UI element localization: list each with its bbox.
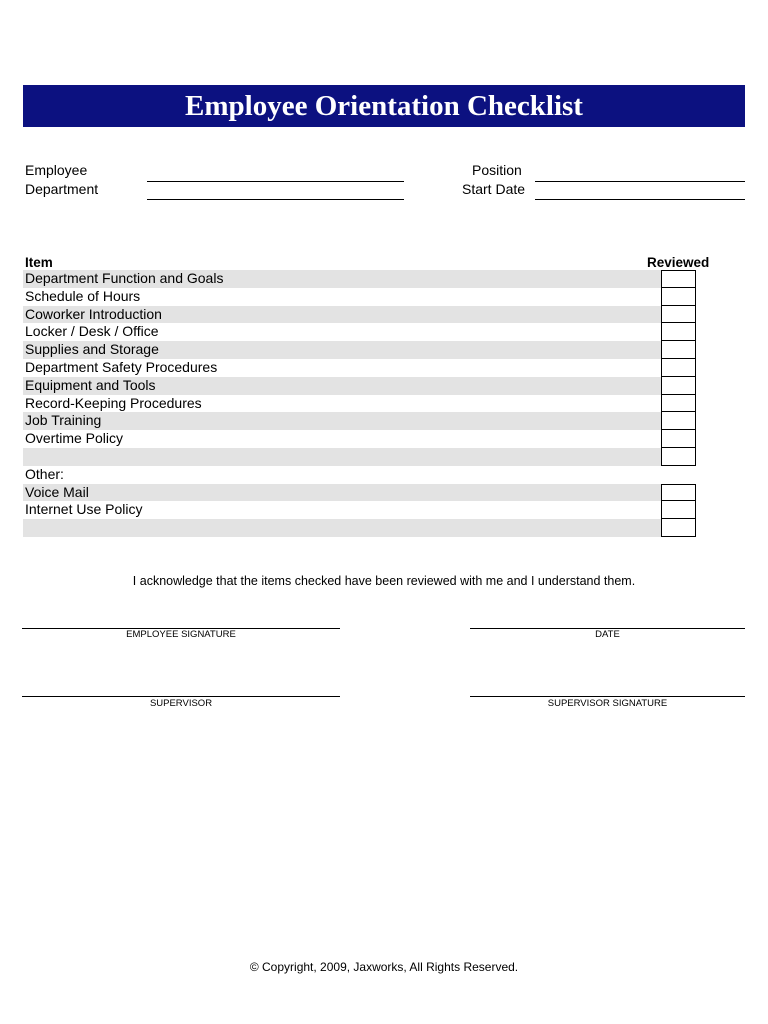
checklist-table: [23, 253, 745, 537]
date-caption: DATE: [595, 629, 620, 640]
reviewed-checkbox[interactable]: [661, 359, 696, 377]
item-label: Record-Keeping Procedures: [25, 394, 202, 411]
department-label: Department: [25, 181, 99, 197]
checklist-row: [23, 306, 745, 324]
employee-signature-caption: EMPLOYEE SIGNATURE: [126, 629, 236, 640]
checklist-row: [23, 288, 745, 306]
reviewed-checkbox[interactable]: [661, 448, 696, 466]
checklist-row: [23, 430, 745, 448]
reviewed-checkbox[interactable]: [661, 519, 696, 537]
reviewed-checkbox[interactable]: [661, 306, 696, 324]
department-field[interactable]: [147, 199, 404, 200]
item-label: Voice Mail: [25, 483, 89, 500]
start-date-field[interactable]: [535, 199, 745, 200]
reviewed-checkbox[interactable]: [661, 270, 696, 288]
checklist-row: [23, 377, 745, 395]
reviewed-checkbox[interactable]: [661, 484, 696, 502]
page-title: Employee Orientation Checklist: [23, 85, 745, 127]
item-label: Locker / Desk / Office: [25, 323, 159, 340]
copyright-text: © Copyright, 2009, Jaxworks, All Rights Reserved.: [249, 960, 519, 974]
supervisor-signature-line[interactable]: [470, 696, 745, 697]
checklist-row: [23, 501, 745, 519]
table-header: [23, 253, 745, 270]
reviewed-checkbox[interactable]: [661, 377, 696, 395]
reviewed-checkbox[interactable]: [661, 395, 696, 413]
reviewed-checkbox[interactable]: [661, 501, 696, 519]
item-label: Schedule of Hours: [25, 287, 141, 304]
item-header: Item: [25, 255, 53, 270]
item-label: Department Safety Procedures: [25, 358, 218, 375]
checklist-row: [23, 359, 745, 377]
start-date-label: Start Date: [462, 181, 526, 197]
supervisor-line[interactable]: [22, 696, 340, 697]
checklist-row: [23, 270, 745, 288]
employee-field[interactable]: [147, 181, 404, 182]
item-label: Department Function and Goals: [25, 270, 224, 286]
position-field[interactable]: [535, 181, 745, 182]
acknowledgement-text: I acknowledge that the items checked have been reviewed with me and I understand them.: [132, 574, 636, 588]
item-label: Internet Use Policy: [25, 501, 143, 518]
position-label: Position: [472, 162, 522, 178]
other-label: Other:: [25, 465, 64, 482]
employee-label: Employee: [25, 162, 88, 178]
reviewed-checkbox[interactable]: [661, 430, 696, 448]
checklist-row-blank: [23, 519, 745, 537]
reviewed-checkbox[interactable]: [661, 288, 696, 306]
reviewed-checkbox[interactable]: [661, 341, 696, 359]
checklist-row: [23, 395, 745, 413]
checklist-row: [23, 341, 745, 359]
checklist-row: [23, 484, 745, 502]
reviewed-checkbox[interactable]: [661, 412, 696, 430]
item-label: Supplies and Storage: [25, 341, 159, 358]
item-label: Job Training: [25, 412, 102, 429]
checklist-row-blank: [23, 448, 745, 466]
item-label: Overtime Policy: [25, 430, 124, 447]
supervisor-caption: SUPERVISOR: [149, 698, 213, 709]
checklist-row: [23, 323, 745, 341]
supervisor-signature-caption: SUPERVISOR SIGNATURE: [547, 698, 668, 709]
other-row: [23, 466, 745, 484]
reviewed-checkbox[interactable]: [661, 323, 696, 341]
item-label: Coworker Introduction: [25, 305, 162, 322]
checklist-row: [23, 412, 745, 430]
item-label: Equipment and Tools: [25, 376, 156, 393]
reviewed-header: Reviewed: [647, 255, 710, 270]
